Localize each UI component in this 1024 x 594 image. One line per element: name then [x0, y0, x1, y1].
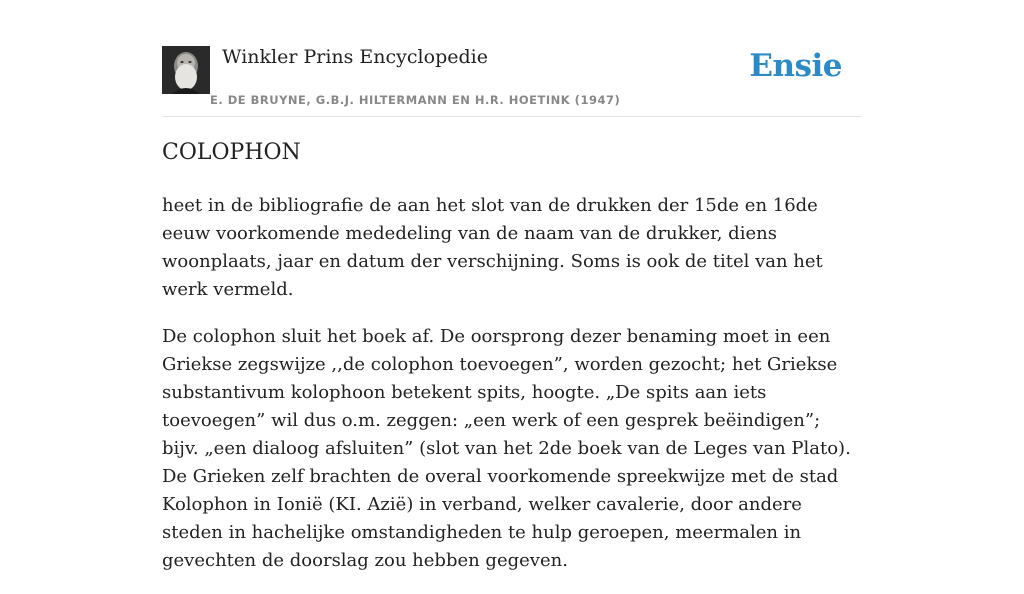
entry-title: COLOPHON: [162, 140, 301, 165]
author-portrait-image: [162, 46, 210, 94]
ensie-logo[interactable]: Ensie: [749, 48, 842, 84]
entry-paragraph: De colophon sluit het boek af. De oorsprong dezer benaming moet in een Griekse zegswijze ,,de colophon toevoegen”, worden gezocht; het Griekse substantivum kolophoon betekent spits, hoogte. „De spits aan iets toevoegen” wil dus o.m. zeggen: „een werk of een gesprek beëindigen”; bijv. „een dialoog afsluiten” (slot van het 2de boek van de Leges van Plato). De Grieken zelf brachten de overal voorkomende spreekwijze met de stad Kolophon in Ionië (KI. Azië) in verband, welker cavalerie, door andere steden in hachelijke omstandigheden te hulp geroepen, meermalen in gevechten de doorslag zou hebben gegeven.: [162, 326, 851, 571]
book-title[interactable]: Winkler Prins Encyclopedie: [222, 46, 488, 68]
book-authors: E. DE BRUYNE, G.B.J. HILTERMANN EN H.R. HOETINK (1947): [210, 93, 621, 107]
author-avatar[interactable]: [162, 46, 210, 94]
entry-body: [162, 192, 862, 594]
entry-paragraph: heet in de bibliografie de aan het slot van de drukken der 15de en 16de eeuw voorkomende mededeling van de naam van de drukker, diens woonplaats, jaar en datum der verschijning. Soms is ook de titel van het werk vermeld.: [162, 195, 823, 300]
book-header: [162, 46, 862, 117]
